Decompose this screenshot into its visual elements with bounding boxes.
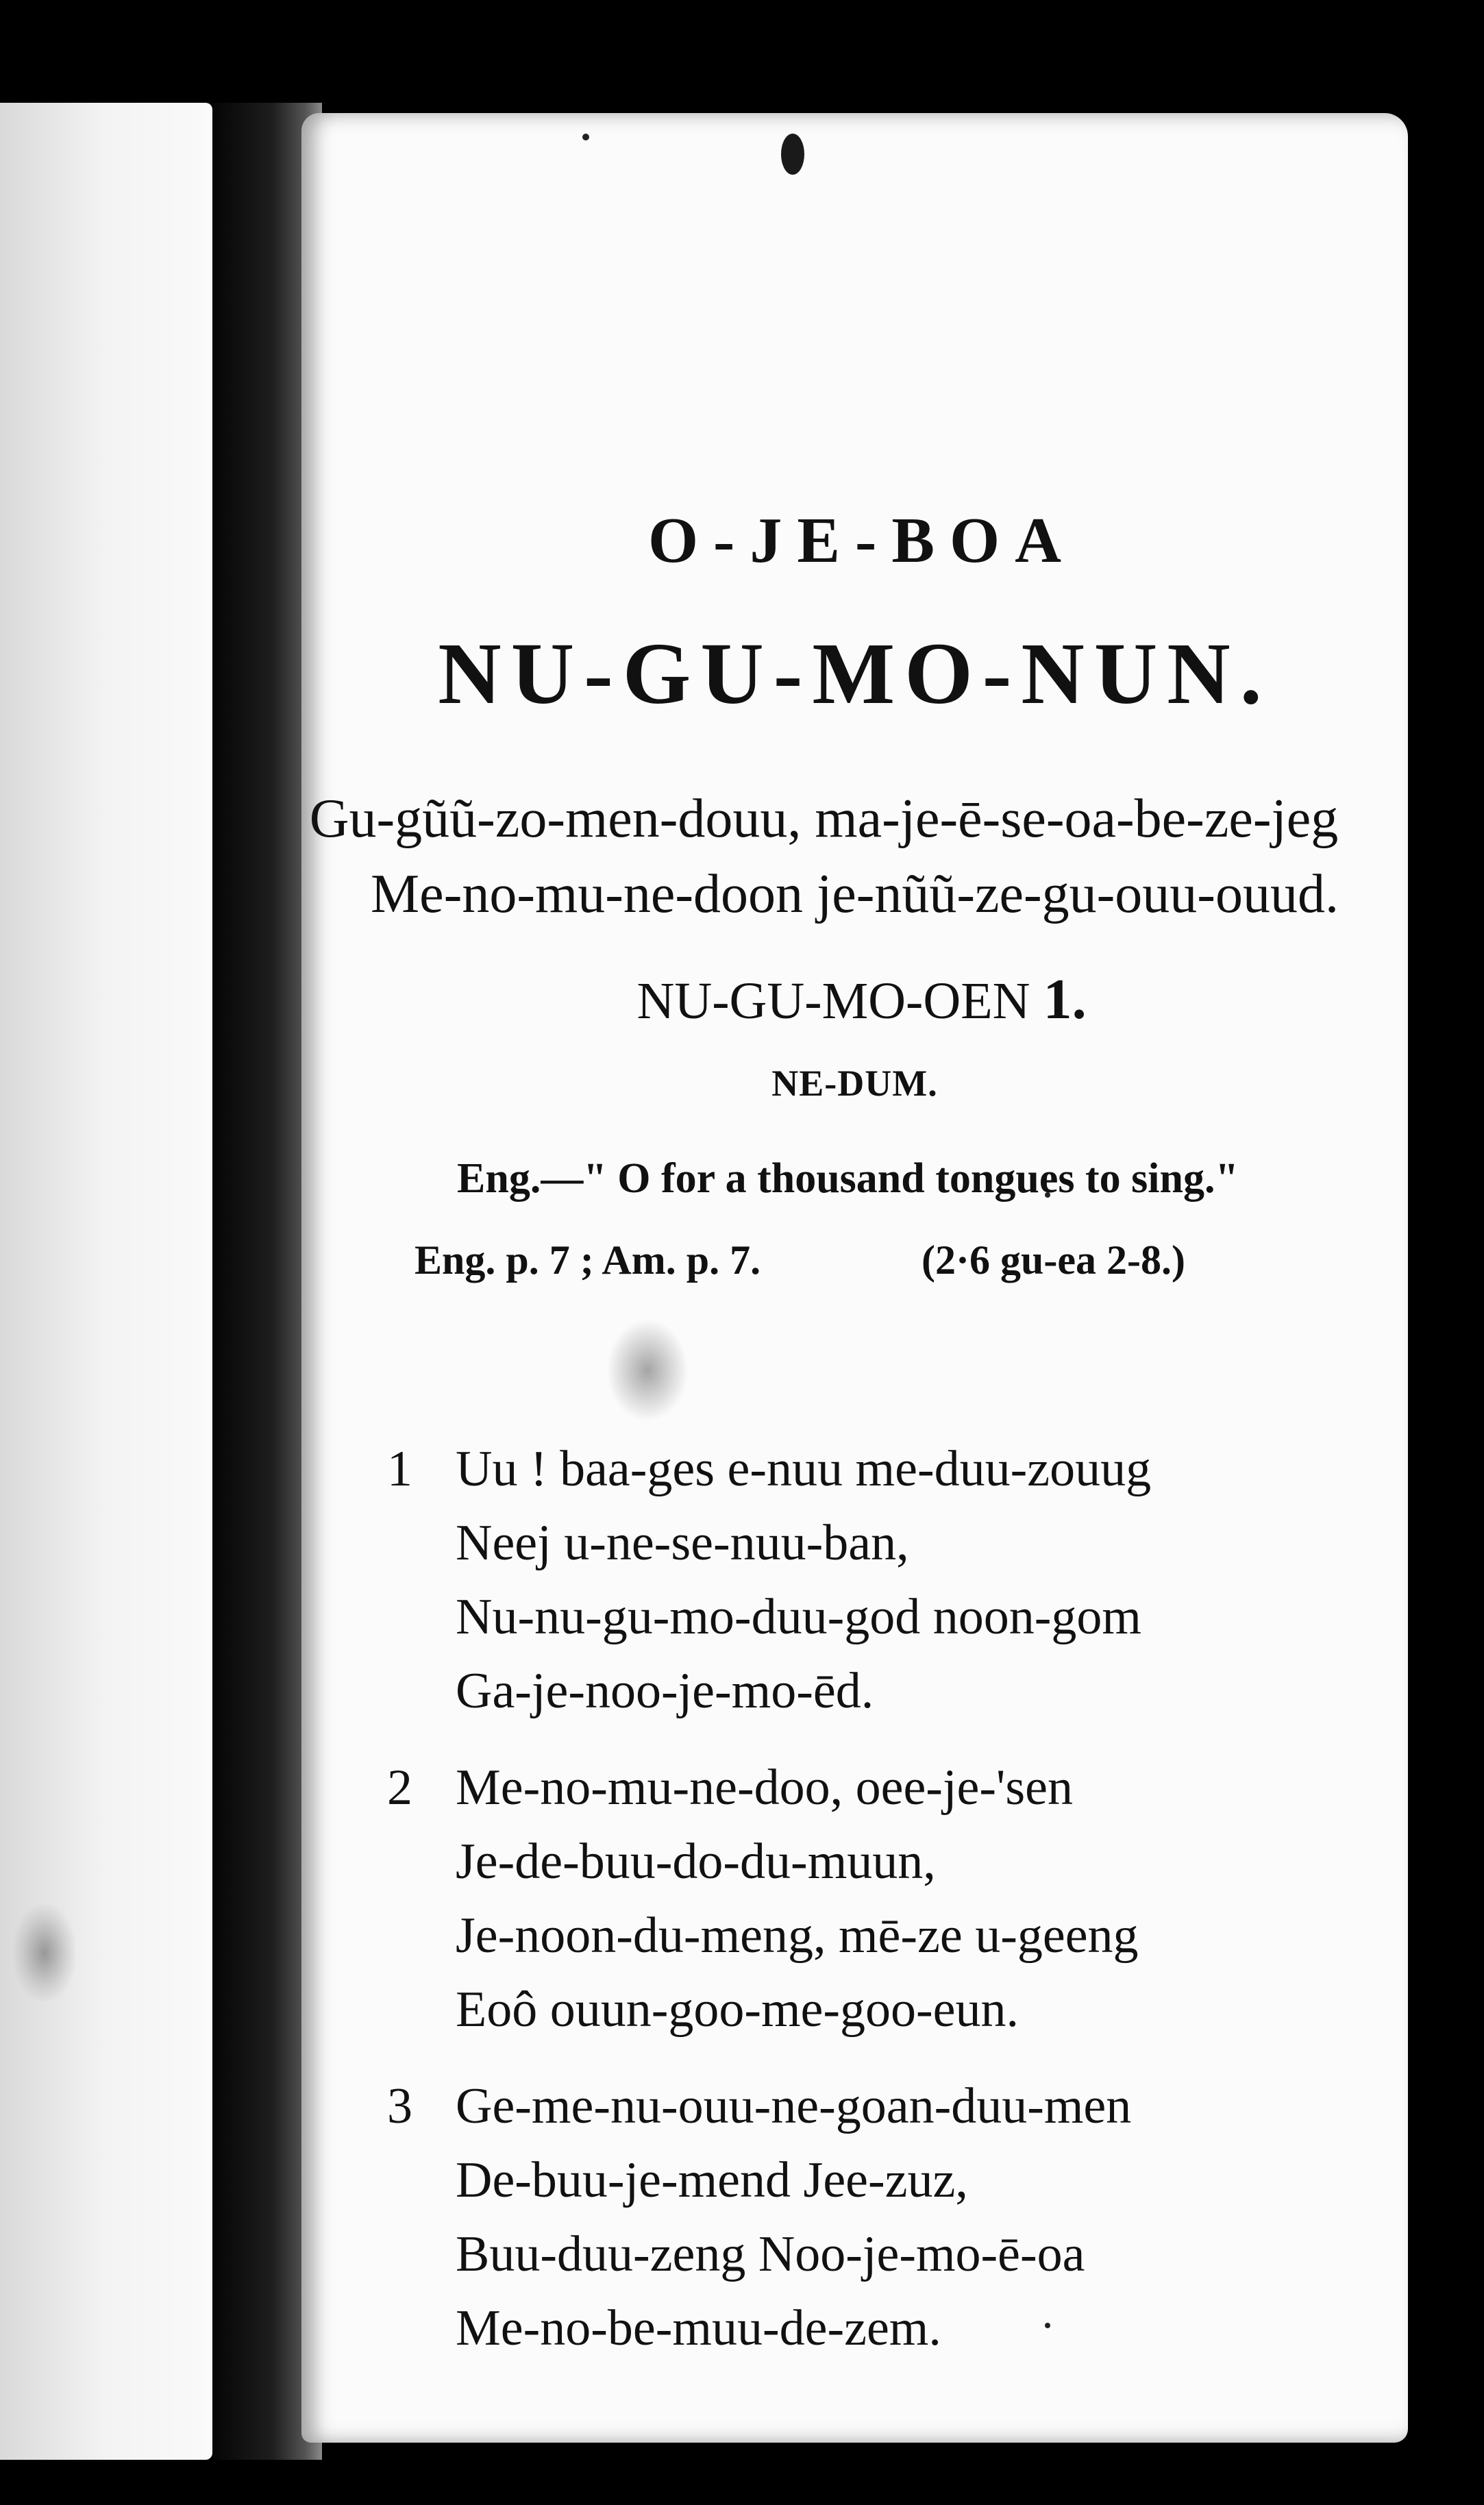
hymn-meter: NE-DUM. (771, 1063, 938, 1104)
verse-line: Je-de-buu-do-du-muun, (456, 1834, 936, 1890)
verse-line: De-buu-je-mend Jee-zuz, (456, 2152, 968, 2208)
verse (387, 1432, 1151, 1728)
verse-line: Ga-je-noo-je-mo-ēd. (456, 1663, 874, 1719)
left-facing-page (0, 103, 212, 2460)
subtitle-line-1: Gu-gũũ-zo-men-douu, ma-je-ē-se-oa-be-ze-jeg (309, 789, 1339, 849)
book-title-language: O-JE-BOA (647, 505, 1077, 576)
ink-speck (582, 134, 589, 140)
verse-line: Nu-nu-gu-mo-duu-god noon-gom (456, 1589, 1141, 1645)
english-first-line: Eng.—" O for a thousand tongues to sing." (457, 1155, 1239, 1202)
verse-line: Buu-duu-zeng Noo-je-mo-ē-oa (456, 2226, 1085, 2282)
ink-blot (781, 134, 804, 175)
verse-line: Neej u-ne-se-nuu-ban, (456, 1515, 909, 1571)
subtitle-line-2: Me-no-mu-ne-doon je-nũũ-ze-gu-ouu-ouud. (371, 864, 1339, 924)
hymnal-reference: Eng. p. 7 ; Am. p. 7. (415, 1237, 761, 1283)
hymn-heading (308, 966, 1415, 1033)
paper-stain (14, 1905, 75, 2001)
verse-line: Uu ! baa-ges e-nuu me-duu-zouug (456, 1441, 1152, 1497)
verse-number: 2 (387, 1760, 412, 1816)
hymnal-page (301, 113, 1408, 2443)
verse-line: Me-no-mu-ne-doo, oee-je-'sen (456, 1760, 1073, 1816)
book-title-main: NU-GU-MO-NUN. (438, 625, 1272, 722)
tune-note: (2·6 gu-ea 2-8.) (922, 1237, 1185, 1283)
paper-stain (606, 1319, 689, 1422)
verse-number: 3 (387, 2078, 412, 2134)
verse-line: Ge-me-nu-ouu-ne-goan-duu-men (456, 2078, 1132, 2134)
verse-number: 1 (387, 1441, 412, 1497)
verse (387, 1751, 1139, 2047)
hymn-heading-label: NU-GU-MO-OEN (636, 972, 1030, 1030)
hymn-number: 1. (1043, 967, 1087, 1031)
verse-line: Eoô ouun-goo-me-goo-eun. (456, 1982, 1019, 2038)
verse (387, 2069, 1131, 2365)
verse-line: Me-no-be-muu-de-zem. (456, 2300, 941, 2356)
verse-line: Je-noon-du-meng, mē-ze u-geeng (456, 1908, 1139, 1964)
